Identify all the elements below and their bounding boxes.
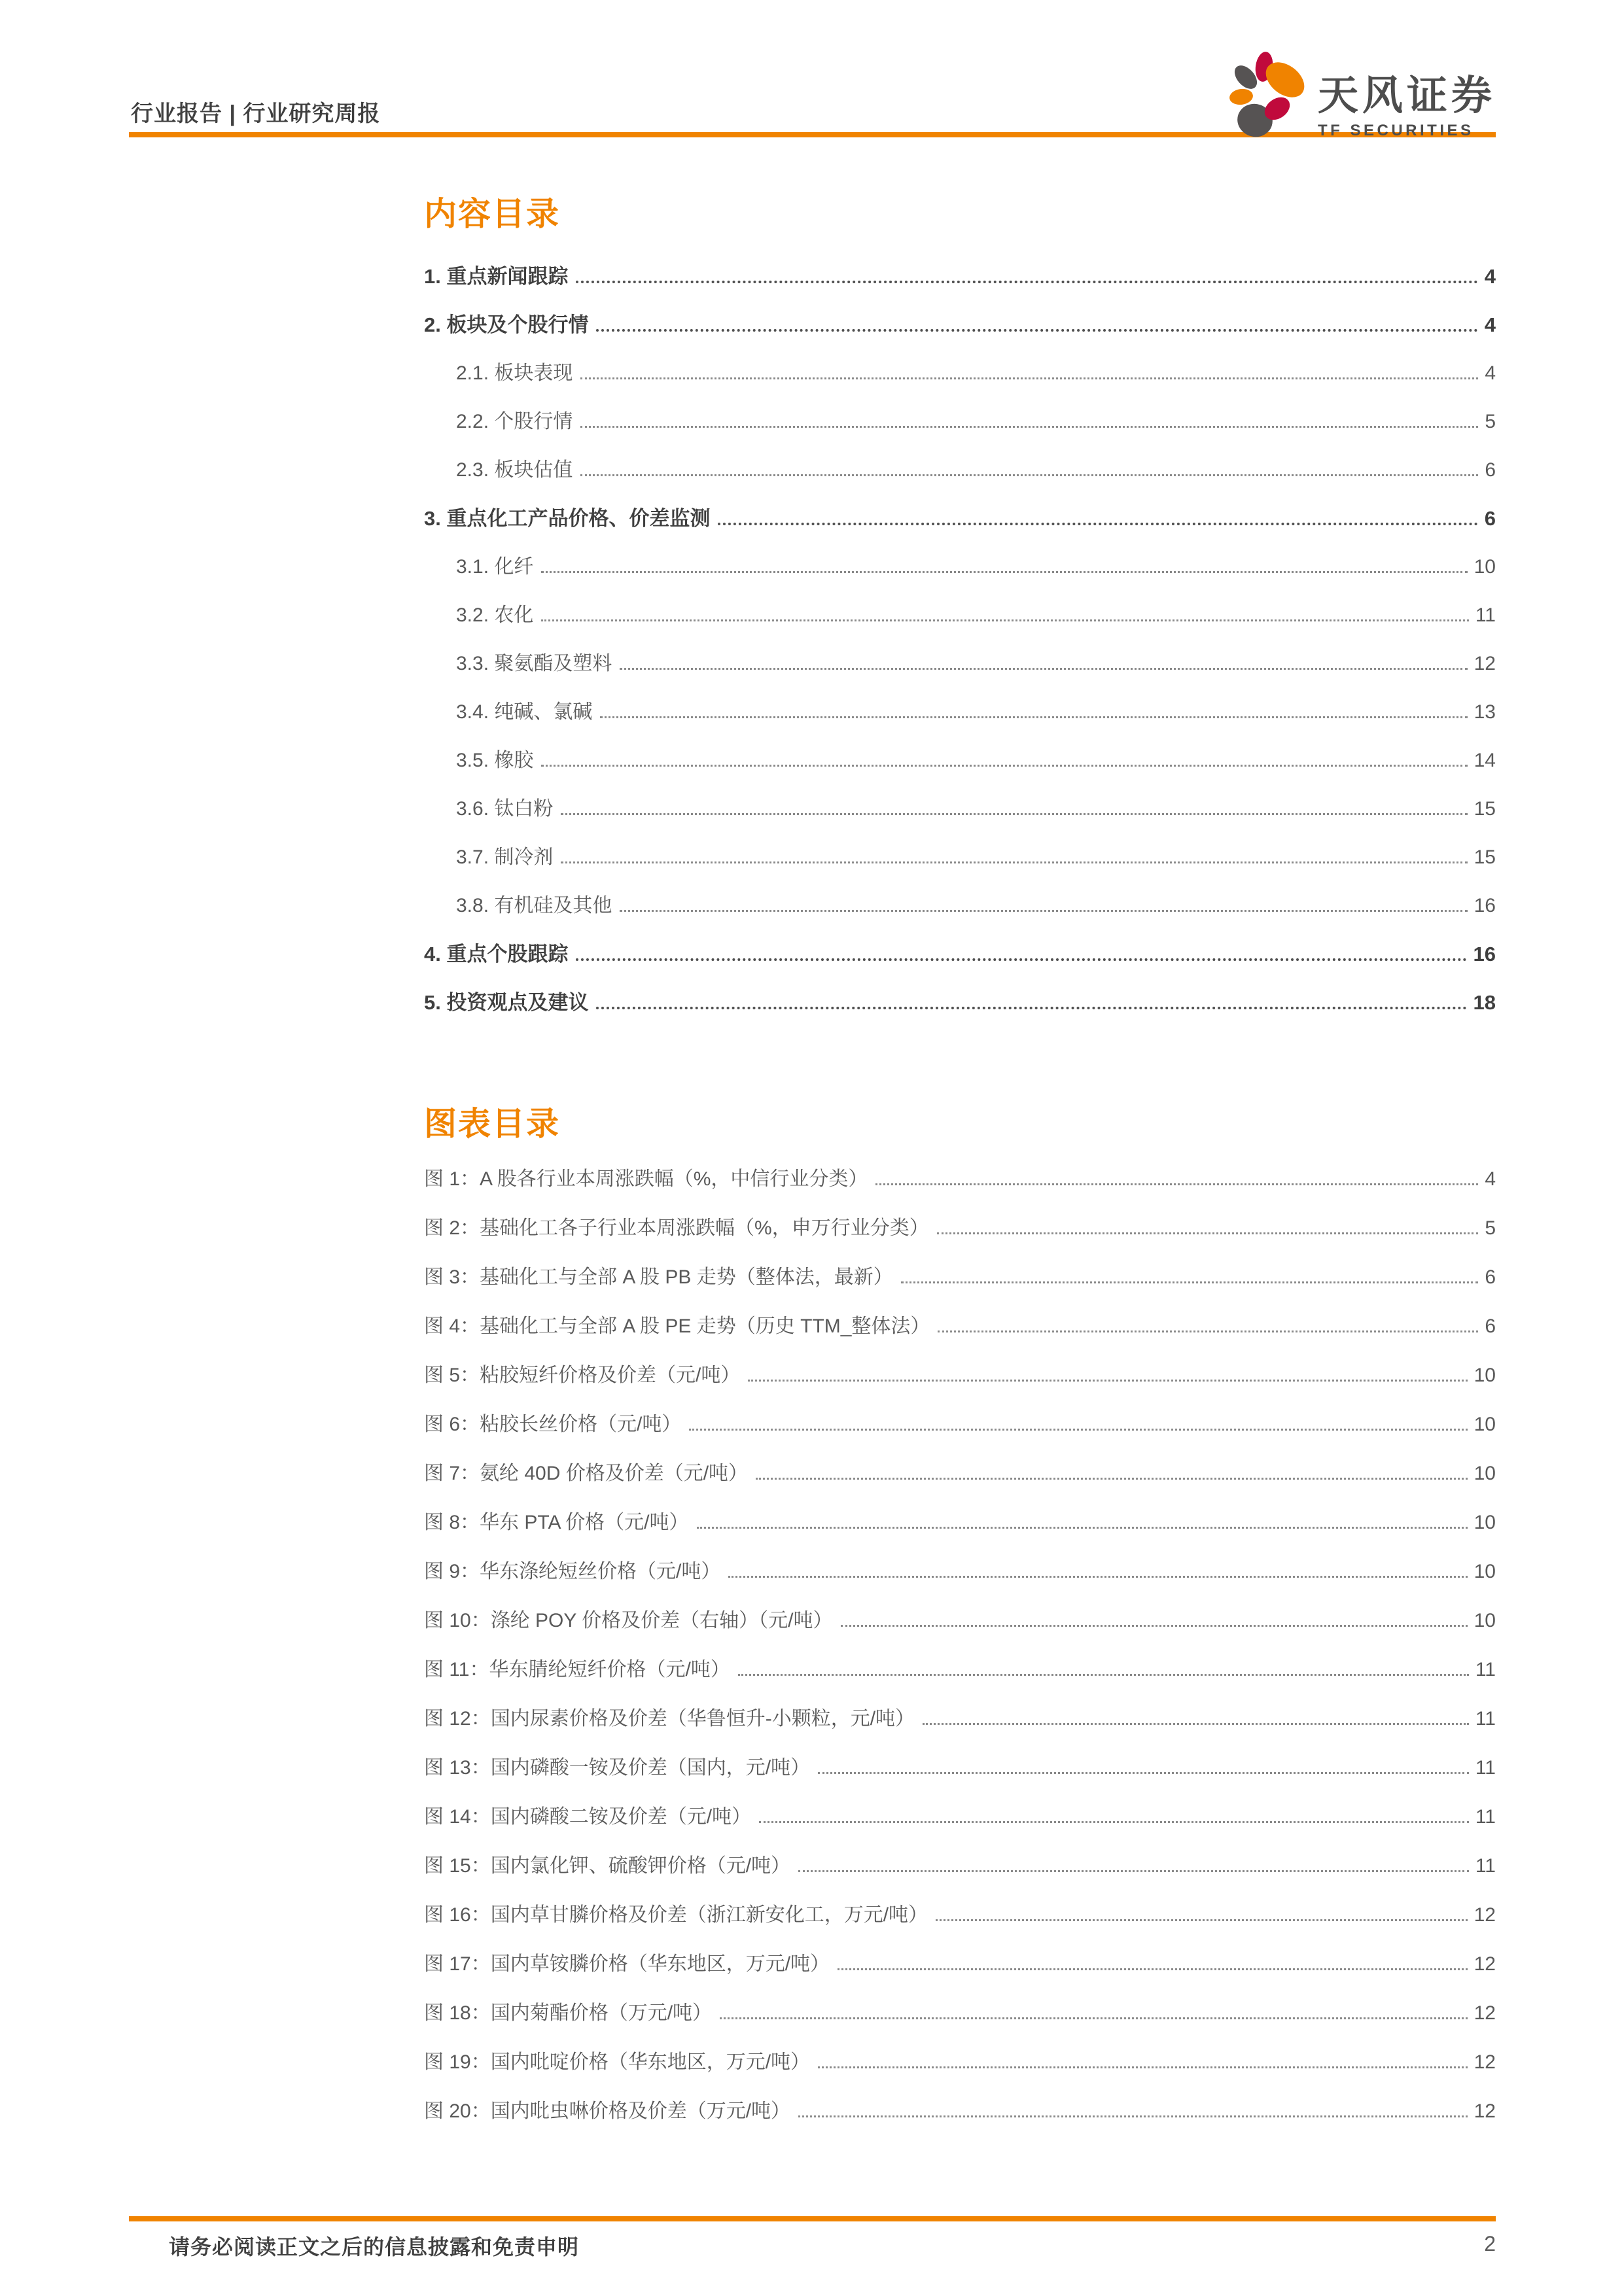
figure-entry-page: 11: [1475, 1806, 1496, 1828]
figure-entry-page: 11: [1475, 1855, 1496, 1877]
dot-leader: [596, 1007, 1466, 1009]
dot-leader: [576, 281, 1477, 283]
contents-section: [424, 194, 1496, 1027]
figure-entry-page: 10: [1474, 1610, 1496, 1631]
dot-leader: [818, 1772, 1469, 1774]
brand-subtitle: TF SECURITIES: [1317, 122, 1474, 139]
figure-entry-label: 图 5：粘胶短纤价格及价差（元/吨）: [424, 1365, 741, 1386]
figure-entry[interactable]: [424, 1989, 1496, 2038]
figure-entry[interactable]: [424, 1743, 1496, 1792]
dot-leader: [580, 377, 1478, 379]
toc-entry-label: 3.6. 钛白粉: [456, 798, 554, 820]
figure-entry[interactable]: [424, 2087, 1496, 2136]
dot-leader: [689, 1429, 1467, 1431]
footer-disclaimer: 请务必阅读正文之后的信息披露和免责申明: [169, 2235, 580, 2259]
figure-entry-page: 5: [1485, 1217, 1496, 1239]
figure-entry[interactable]: [424, 1841, 1496, 1890]
figure-entry[interactable]: [424, 1253, 1496, 1302]
dot-leader: [938, 1331, 1478, 1332]
toc-entry-label: 2.3. 板块估值: [456, 459, 573, 481]
dot-leader: [798, 2115, 1468, 2117]
figure-entry[interactable]: [424, 1890, 1496, 1939]
toc-entry-page: 15: [1474, 846, 1496, 868]
figure-entry-label: 图 14：国内磷酸二铵及价差（元/吨）: [424, 1806, 752, 1828]
toc-entry[interactable]: [424, 640, 1496, 688]
figure-entry-label: 图 18：国内菊酯价格（万元/吨）: [424, 2002, 713, 2024]
figure-entry-page: 10: [1474, 1512, 1496, 1533]
figure-entry[interactable]: [424, 1939, 1496, 1989]
figure-entry[interactable]: [424, 1596, 1496, 1645]
figure-entry-page: 12: [1474, 2002, 1496, 2024]
toc-list: [424, 252, 1496, 1027]
dot-leader: [798, 1870, 1469, 1872]
figure-entry[interactable]: [424, 1792, 1496, 1841]
figure-entry-label: 图 9：华东涤纶短丝价格（元/吨）: [424, 1561, 721, 1582]
figure-entry-label: 图 7：氨纶 40D 价格及价差（元/吨）: [424, 1463, 749, 1484]
dot-leader: [541, 765, 1467, 767]
toc-entry-page: 15: [1474, 798, 1496, 820]
figure-entry-page: 10: [1474, 1414, 1496, 1435]
figure-entry-label: 图 20：国内吡虫啉价格及价差（万元/吨）: [424, 2100, 791, 2122]
figure-entry-page: 10: [1474, 1365, 1496, 1386]
dot-leader: [580, 474, 1478, 476]
dot-leader: [541, 571, 1467, 573]
figure-entry[interactable]: [424, 1645, 1496, 1694]
figure-entry-page: 11: [1475, 1659, 1496, 1680]
dot-leader: [600, 716, 1467, 718]
figure-entry[interactable]: [424, 1155, 1496, 1204]
dot-leader: [841, 1625, 1468, 1627]
figure-entry-label: 图 11：华东腈纶短纤价格（元/吨）: [424, 1659, 730, 1680]
dot-leader: [728, 1576, 1467, 1578]
figure-entry-label: 图 15：国内氯化钾、硫酸钾价格（元/吨）: [424, 1855, 791, 1877]
toc-entry[interactable]: [424, 591, 1496, 640]
dot-leader: [718, 523, 1477, 525]
dot-leader: [720, 2017, 1468, 2019]
figure-entry-page: 10: [1474, 1561, 1496, 1582]
toc-entry-label: 3.1. 化纤: [456, 556, 534, 578]
figure-entry-page: 12: [1474, 2051, 1496, 2073]
dot-leader: [541, 619, 1468, 621]
toc-entry-page: 6: [1484, 507, 1496, 530]
toc-entry-label: 4. 重点个股跟踪: [424, 943, 569, 965]
brand-name: 天风证券: [1317, 73, 1496, 118]
dot-leader: [697, 1527, 1468, 1529]
dot-leader: [818, 2066, 1468, 2068]
figure-list: [424, 1155, 1496, 2136]
dot-leader: [738, 1674, 1469, 1676]
figure-entry-label: 图 1：A 股各行业本周涨跌幅（%，中信行业分类）: [424, 1168, 868, 1190]
toc-entry[interactable]: [424, 737, 1496, 785]
dot-leader: [620, 910, 1467, 912]
toc-entry-page: 16: [1474, 895, 1496, 916]
figure-entry[interactable]: [424, 1400, 1496, 1449]
toc-entry-label: 3.2. 农化: [456, 604, 534, 626]
toc-entry-page: 11: [1475, 604, 1496, 626]
dot-leader: [838, 1968, 1468, 1970]
toc-entry[interactable]: [424, 688, 1496, 737]
toc-entry-label: 3.8. 有机硅及其他: [456, 895, 612, 916]
toc-entry-page: 5: [1485, 411, 1496, 432]
dot-leader: [936, 1919, 1468, 1921]
toc-entry-label: 1. 重点新闻跟踪: [424, 265, 569, 288]
toc-entry-label: 3.5. 橡胶: [456, 750, 534, 771]
toc-entry-label: 3. 重点化工产品价格、价差监测: [424, 507, 711, 530]
toc-entry[interactable]: [424, 301, 1496, 349]
dot-leader: [620, 668, 1467, 670]
dot-leader: [748, 1380, 1467, 1382]
figure-entry-label: 图 10：涤纶 POY 价格及价差（右轴）（元/吨）: [424, 1610, 833, 1631]
toc-entry[interactable]: [424, 785, 1496, 833]
toc-entry-page: 12: [1474, 653, 1496, 674]
toc-entry[interactable]: [424, 252, 1496, 301]
dot-leader: [561, 813, 1467, 815]
figures-title: 图表目录: [424, 1105, 560, 1142]
logo-text: [1317, 73, 1496, 140]
toc-entry-page: 4: [1484, 265, 1496, 288]
toc-entry-page: 18: [1473, 991, 1496, 1014]
toc-entry-label: 2.1. 板块表现: [456, 362, 573, 384]
toc-entry[interactable]: [424, 930, 1496, 979]
toc-entry-label: 2. 板块及个股行情: [424, 313, 589, 336]
toc-entry-label: 3.4. 纯碱、氯碱: [456, 701, 593, 723]
figure-entry[interactable]: [424, 1351, 1496, 1400]
figure-entry-page: 6: [1485, 1266, 1496, 1288]
dot-leader: [561, 861, 1467, 863]
figure-entry-page: 11: [1475, 1708, 1496, 1730]
figure-entry-page: 11: [1475, 1757, 1496, 1779]
toc-entry-page: 4: [1485, 362, 1496, 384]
toc-entry-label: 3.3. 聚氨酯及塑料: [456, 653, 612, 674]
logo-flower-icon: [1229, 51, 1309, 141]
figure-entry[interactable]: [424, 1204, 1496, 1253]
figure-entry-label: 图 2：基础化工各子行业本周涨跌幅（%，申万行业分类）: [424, 1217, 929, 1239]
toc-entry-page: 13: [1474, 701, 1496, 723]
figure-entry-label: 图 13：国内磷酸一铵及价差（国内，元/吨）: [424, 1757, 811, 1779]
figure-entry-page: 10: [1474, 1463, 1496, 1484]
toc-entry[interactable]: [424, 882, 1496, 930]
figure-entry-label: 图 4：基础化工与全部 A 股 PE 走势（历史 TTM_整体法）: [424, 1315, 930, 1337]
toc-entry[interactable]: [424, 495, 1496, 543]
figure-entry-page: 12: [1474, 1953, 1496, 1975]
toc-entry[interactable]: [424, 979, 1496, 1027]
toc-entry-page: 6: [1485, 459, 1496, 481]
toc-entry-page: 14: [1474, 750, 1496, 771]
toc-entry[interactable]: [424, 543, 1496, 591]
figure-entry-page: 4: [1485, 1168, 1496, 1190]
dot-leader: [756, 1478, 1468, 1480]
toc-entry[interactable]: [424, 349, 1496, 398]
dot-leader: [759, 1821, 1469, 1823]
figure-entry-label: 图 6：粘胶长丝价格（元/吨）: [424, 1414, 682, 1435]
figure-entry-label: 图 16：国内草甘膦价格及价差（浙江新安化工，万元/吨）: [424, 1904, 928, 1926]
figure-entry-page: 12: [1474, 1904, 1496, 1926]
figure-entry-label: 图 19：国内吡啶价格（华东地区，万元/吨）: [424, 2051, 811, 2073]
toc-entry-page: 10: [1474, 556, 1496, 578]
figure-entry-label: 图 3：基础化工与全部 A 股 PB 走势（整体法，最新）: [424, 1266, 893, 1288]
report-type-label: 行业报告 | 行业研究周报: [131, 101, 381, 126]
toc-entry-label: 3.7. 制冷剂: [456, 846, 554, 868]
figures-section: [424, 1104, 1496, 2136]
figure-entry-page: 6: [1485, 1315, 1496, 1337]
dot-leader: [596, 329, 1477, 332]
figure-entry-label: 图 8：华东 PTA 价格（元/吨）: [424, 1512, 689, 1533]
dot-leader: [901, 1281, 1479, 1283]
contents-title: 内容目录: [424, 196, 560, 232]
footer-rule: [129, 2216, 1496, 2221]
dot-leader: [875, 1183, 1478, 1185]
tf-securities-logo: [1229, 51, 1496, 141]
toc-entry[interactable]: [424, 446, 1496, 495]
footer-page-number: 2: [1484, 2232, 1496, 2255]
toc-entry[interactable]: [424, 398, 1496, 446]
figure-entry[interactable]: [424, 1449, 1496, 1498]
toc-entry-page: 4: [1484, 313, 1496, 336]
toc-entry-page: 16: [1473, 943, 1496, 965]
figure-entry[interactable]: [424, 1547, 1496, 1596]
dot-leader: [580, 426, 1478, 428]
dot-leader: [937, 1232, 1479, 1234]
figure-entry-label: 图 12：国内尿素价格及价差（华鲁恒升-小颗粒，元/吨）: [424, 1708, 915, 1730]
figure-entry-page: 12: [1474, 2100, 1496, 2122]
figure-entry-label: 图 17：国内草铵膦价格（华东地区，万元/吨）: [424, 1953, 830, 1975]
figure-entry[interactable]: [424, 1302, 1496, 1351]
figure-entry[interactable]: [424, 1694, 1496, 1743]
dot-leader: [576, 958, 1466, 961]
toc-entry-label: 2.2. 个股行情: [456, 411, 573, 432]
toc-entry-label: 5. 投资观点及建议: [424, 991, 589, 1014]
toc-entry[interactable]: [424, 833, 1496, 882]
dot-leader: [923, 1723, 1469, 1725]
figure-entry[interactable]: [424, 1498, 1496, 1547]
figure-entry[interactable]: [424, 2038, 1496, 2087]
